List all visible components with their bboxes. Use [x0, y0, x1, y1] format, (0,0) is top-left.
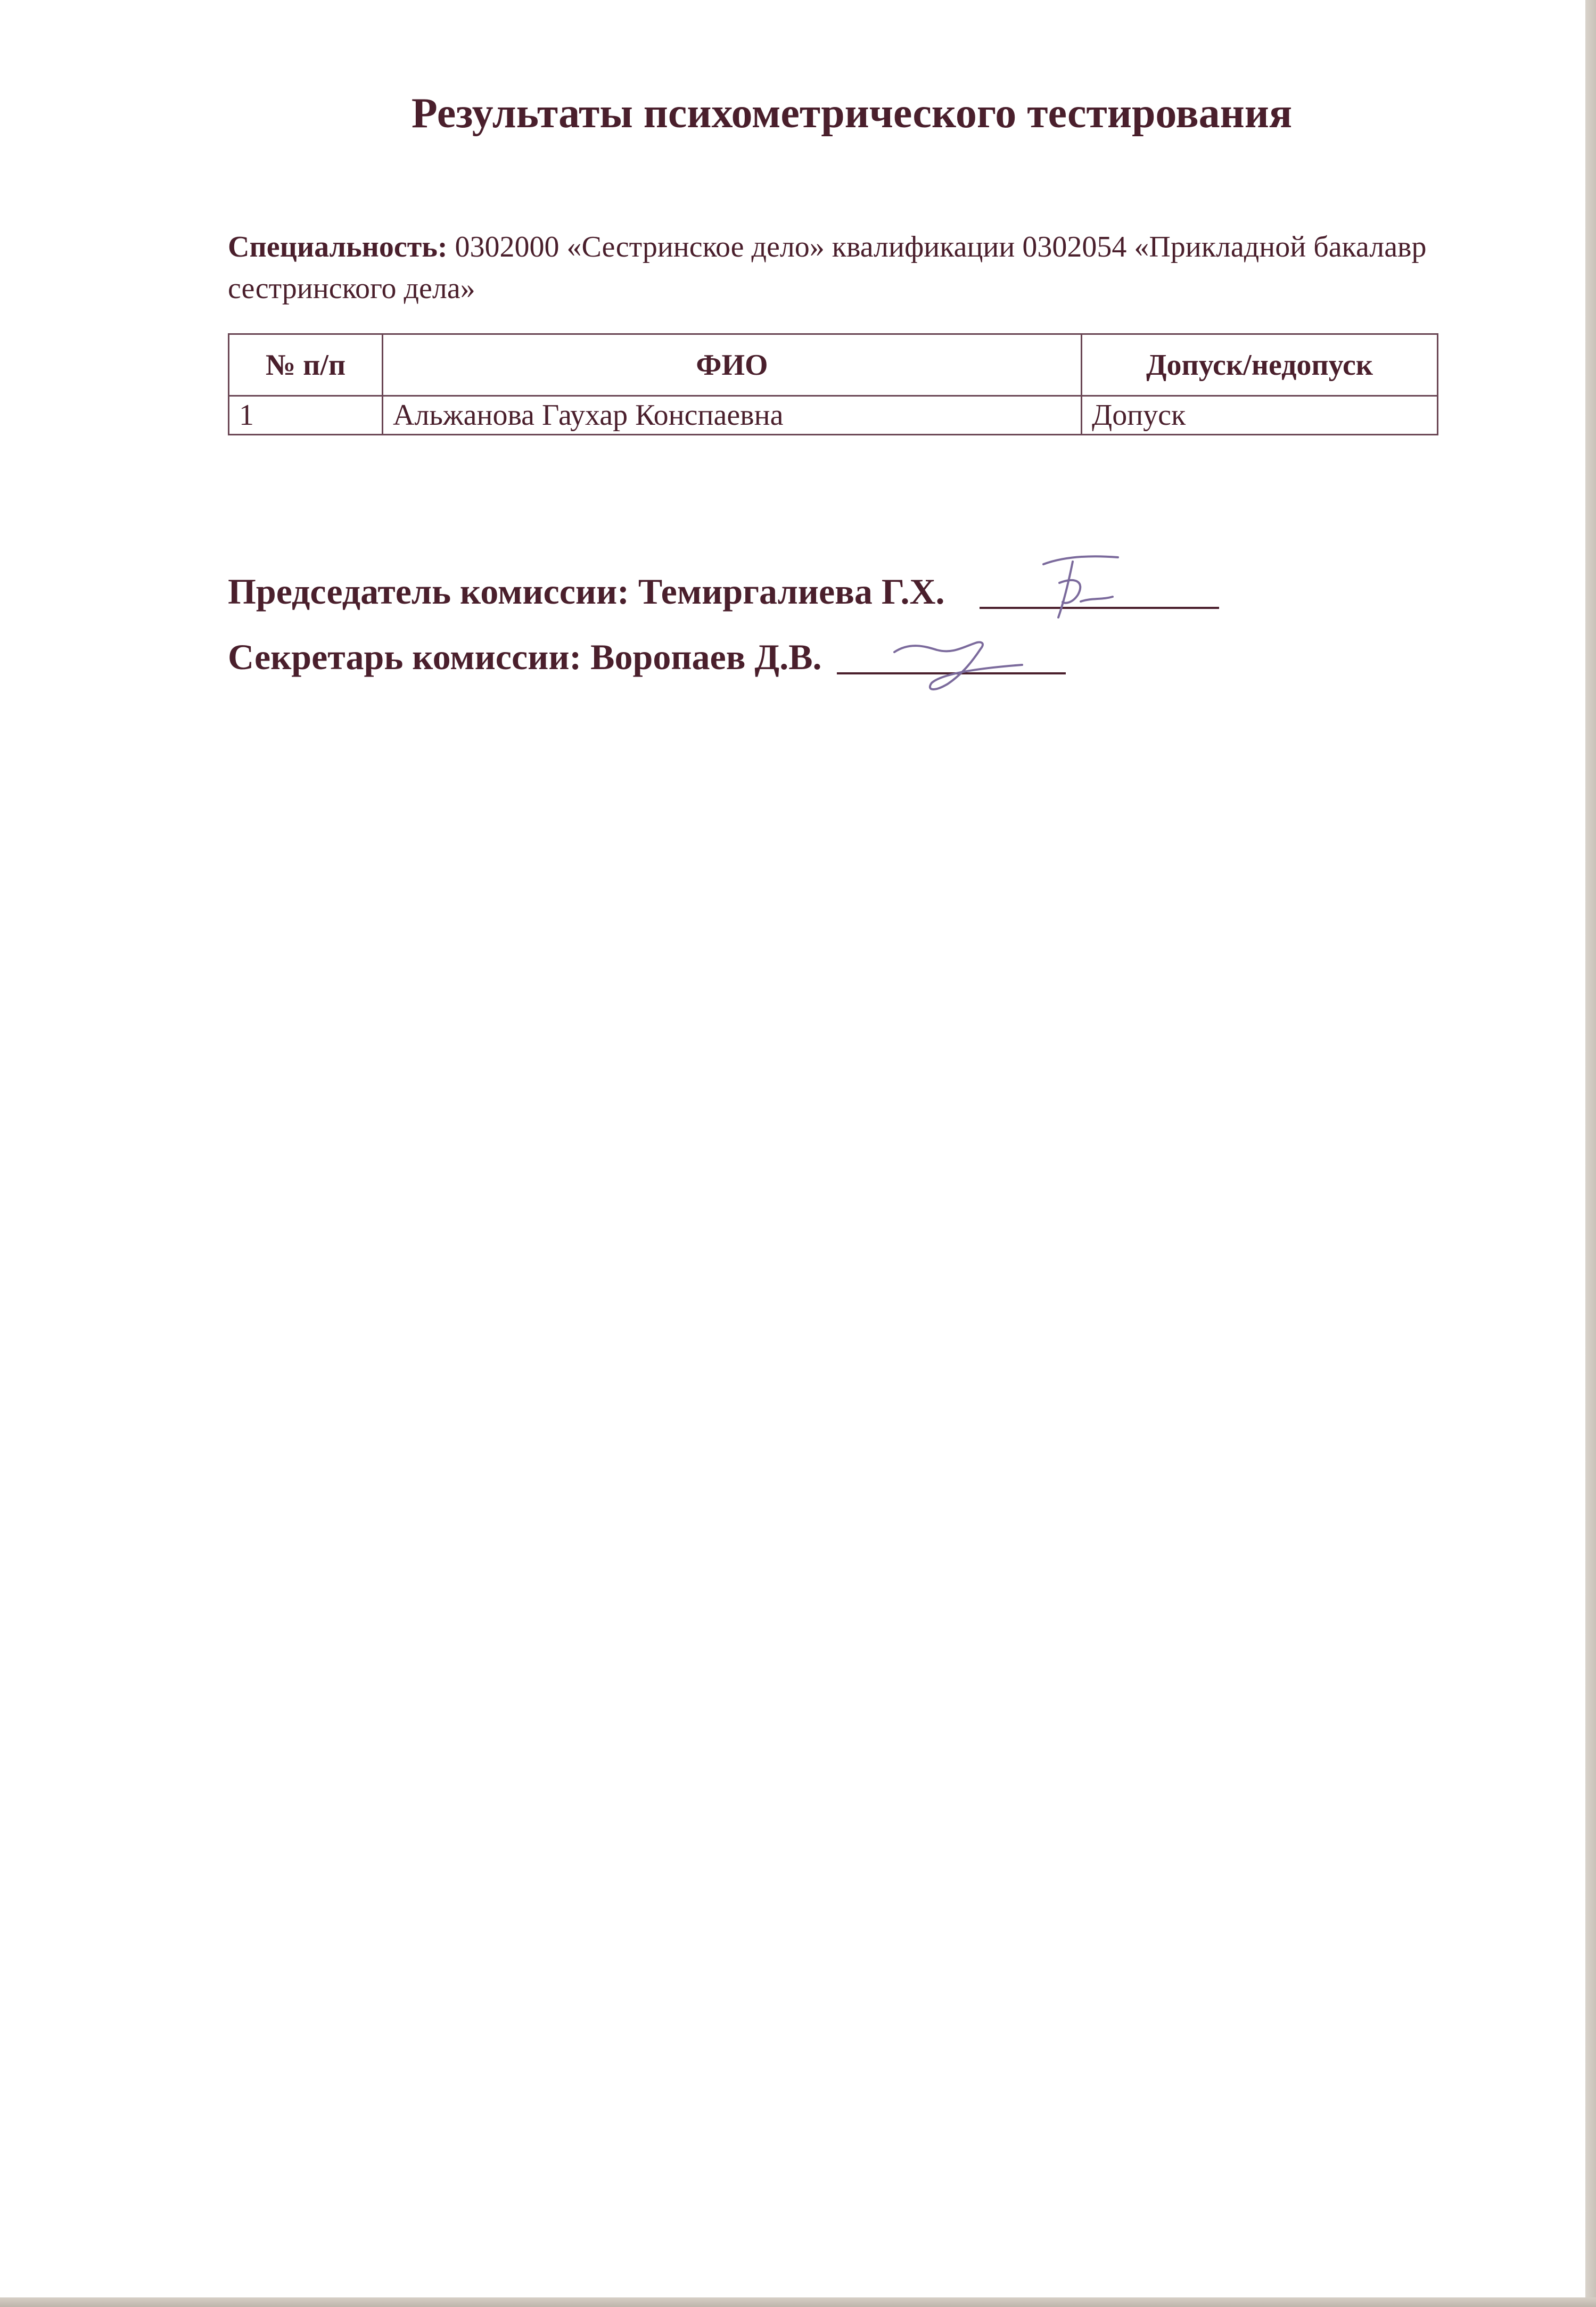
cell-admission: Допуск [1082, 396, 1438, 435]
table-row [229, 396, 1438, 435]
results-table [228, 333, 1438, 435]
cell-number: 1 [229, 396, 383, 435]
paper-edge-right [1585, 0, 1596, 2307]
table-header-row [229, 334, 1438, 396]
header-number: № п/п [229, 334, 383, 396]
specialty-label: Специальность: [228, 230, 448, 263]
cell-name: Альжанова Гаухар Конспаевна [383, 396, 1082, 435]
specialty-text: 0302000 «Сестринское дело» квалификации 0302054 «Прикладной бакалавр сестринского дела» [228, 230, 1427, 305]
secretary-line: Секретарь комиссии: Воропаев Д.В. [228, 637, 822, 677]
chairman-line: Председатель комиссии: Темиргалиева Г.Х. [228, 571, 945, 612]
specialty-paragraph [228, 226, 1442, 309]
header-admission: Допуск/недопуск [1082, 334, 1438, 396]
header-name: ФИО [383, 334, 1082, 396]
chairman-signature [1027, 551, 1134, 631]
paper-edge-bottom [0, 2297, 1596, 2307]
document-title: Результаты психометрического тестирования [411, 90, 1293, 137]
secretary-signature [884, 631, 1043, 700]
